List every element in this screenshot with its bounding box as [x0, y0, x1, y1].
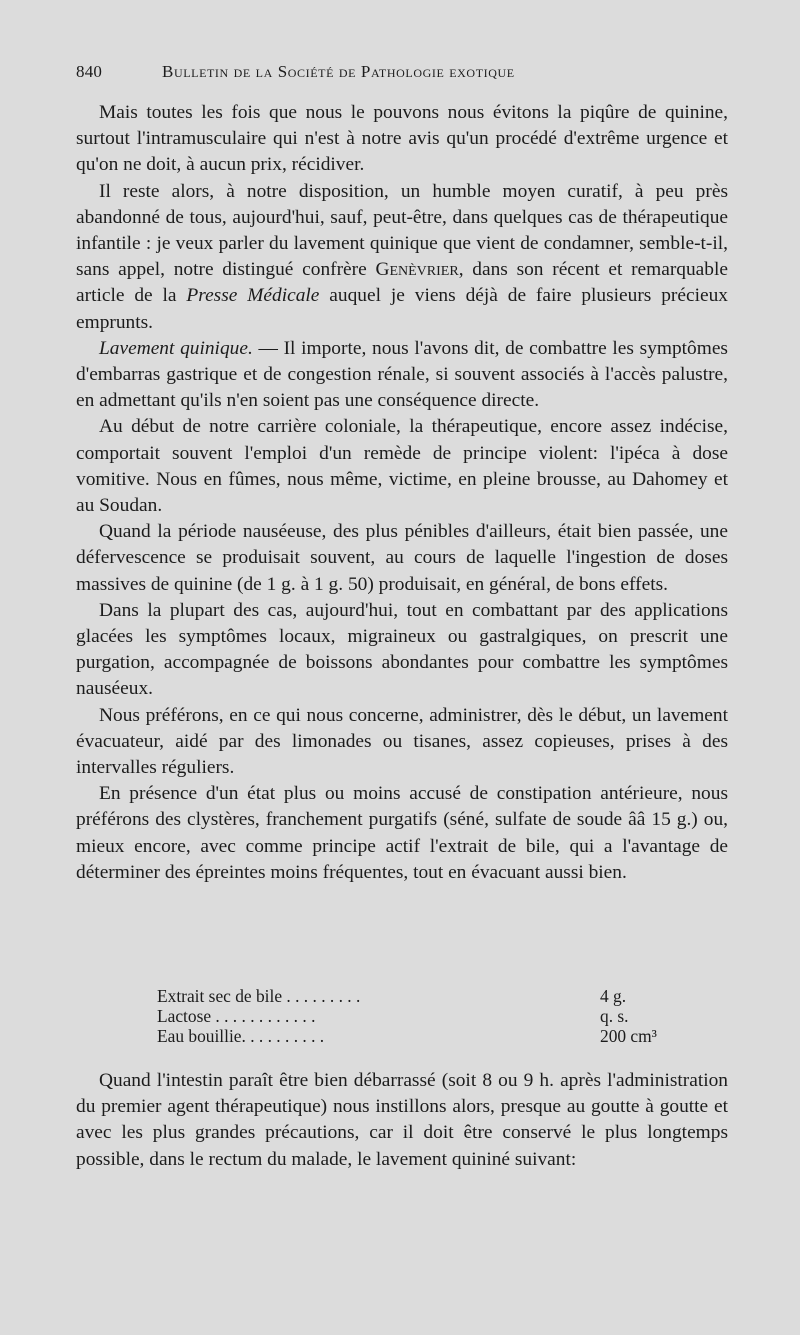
paragraph-text: Il importe, nous l'avons dit, de combattre les symptômes d'embarras gastrique et de congestion rénale, si souvent associés à l'accès palustre, en admettant qu'ils n'en soient pas une conséquence directe.	[76, 337, 728, 412]
journal-title: Presse Médicale	[186, 285, 320, 307]
paragraph: En présence d'un état plus ou moins accusé de constipation antérieure, nous préférons des clystères, franchement purgatifs (séné, sulfate de soude ââ 15 g.) ou, mieux encore, avec comme principe actif l'extrait de bile, qui a l'avantage de déterminer des épreintes moins fréquentes, tout en évacuant aussi bien.	[76, 783, 728, 883]
recipe-table	[157, 986, 677, 1046]
recipe-row	[157, 986, 677, 1006]
ingredient-name: Lactose . . . . . . . . . . . .	[157, 1006, 316, 1026]
page-number: 840	[76, 62, 103, 81]
ingredient-name: Extrait sec de bile . . . . . . . . .	[157, 986, 361, 1006]
paragraph: Au début de notre carrière coloniale, la thérapeutique, encore assez indécise, comportait souvent l'emploi d'un remède de principe violent: l'ipéca à dose vomitive. Nous en fûmes, nous même, victime, en pleine brousse, au Dahomey et au Soudan.	[76, 416, 728, 517]
paragraph	[76, 336, 728, 415]
ingredient-quantity: 4 g.	[600, 986, 627, 1006]
author-name: Genèvrier	[375, 259, 459, 281]
main-text	[76, 100, 728, 886]
paragraph: Dans la plupart des cas, aujourd'hui, tout en combattant par des applications glacées les symptômes locaux, migraineux ou gastralgiques, on prescrit une purgation, accompagnée de boissons abondantes pour combattre les symptômes nauséeux.	[76, 599, 728, 700]
paragraph: Mais toutes les fois que nous le pouvons nous évitons la piqûre de quinine, surtout l'intramusculaire qui n'est à notre avis qu'un procédé d'extrême urgence et qu'on ne doit, à aucun prix, récidiver.	[76, 102, 728, 176]
paragraph: Nous préférons, en ce qui nous concerne, administrer, dès le début, un lavement évacuateur, aidé par des limonades ou tisanes, assez copieuses, prises à des intervalles réguliers.	[76, 704, 728, 779]
paragraph: Quand la période nauséeuse, des plus pénibles d'ailleurs, était bien passée, une défervescence se produisait souvent, au cours de laquelle l'ingestion de doses massives de quinine (de 1 g. à 1 g. 50) produisait, en général, de bons effets.	[76, 521, 728, 595]
running-title: Bulletin de la Société de Pathologie exotique	[162, 62, 515, 81]
paragraph: Quand l'intestin paraît être bien débarrassé (soit 8 ou 9 h. après l'administration du premier agent thérapeutique) nous instillons alors, presque au goutte à goutte et avec les plus grandes précautions, car il doit être conservé le plus longtemps possible, dans le rectum du malade, le lavement quininé suivant:	[76, 1070, 728, 1170]
paragraph-text: , dans son récent et remarquable article de la	[76, 259, 728, 307]
section-heading: Lavement quinique.	[99, 337, 253, 359]
dash: —	[252, 337, 284, 359]
recipe-row	[157, 1006, 677, 1026]
paragraph	[76, 179, 728, 336]
paragraph-text: auquel je viens déjà de faire plusieurs précieux emprunts.	[76, 285, 728, 333]
paragraph-text: Il reste alors, à notre disposition, un humble moyen curatif, à peu près abandonné de tous, aujourd'hui, sauf, peut-être, dans quelques cas de thérapeutique infantile : je veux parler du lavement quinique que vient de condamner, semble-t-il, sans appel, notre distingué confrère	[76, 180, 728, 281]
ingredient-quantity: q. s.	[600, 1006, 629, 1026]
ingredient-quantity: 200 cm³	[600, 1026, 657, 1046]
recipe-row	[157, 1026, 677, 1046]
ingredient-name: Eau bouillie. . . . . . . . . .	[157, 1026, 325, 1046]
closing-text	[76, 1068, 728, 1173]
